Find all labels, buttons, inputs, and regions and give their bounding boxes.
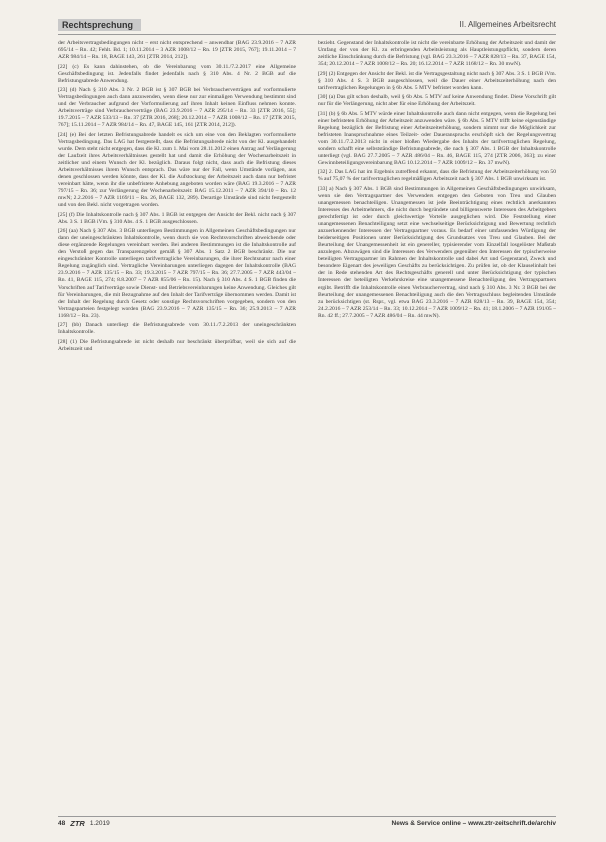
paragraph: [30] (a) Das gilt schon deshalb, weil § 6b Abs. 5 MTV auf keine Anwendung findet. Diese Vorschrift gilt nur für die Verlängerung, nicht aber für eine Erhöhung der Arbeitszeit. — [318, 94, 556, 108]
left-column — [58, 40, 296, 812]
paragraph: [31] (b) § 6b Abs. 5 MTV würde einer Inhaltskontrolle auch dann nicht entgegen, wenn die Regelung bei einer befristeten Erhöhung der Arbeitszeit anzuwenden wäre. § 6b Abs. 5 MTV trifft keine eigenständige Regelung bezüglich der Befristung einer Arbeitszeiterhöhung, sondern nimmt nur die Möglichkeit zur befristeten Inanspruchnahme eines Teilzeit- oder Daueranspruchs erschöpft sich der Regelungsvertrag vom 30.11./7.2.2013 nicht in einer bloßen Wiedergabe des Inhalts der tarifvertraglichen Regelung, sondern schafft eine selbstständige Befristungsabrede, die nach § 307 Abs. 1 BGB der Inhaltskontrolle unterliegt (vgl. BAG 27.7.2005 – 7 AZR 486/04 – Rn. 46, BAGE 115, 274 [ZTR 2006, 363]; zu einer Gewinnbeteiligungsvereinbarung BAG 10.12.2014 – 7 AZR 1009/12 – Rn. 37 mwN). — [318, 110, 556, 166]
paragraph: bezieht. Gegenstand der Inhaltskontrolle ist nicht die vereinbarte Erhöhung der Arbeitszeit und damit der Umfang der von der Kl. zu erbringenden Arbeitsleistung als Hauptleistungspflicht, sondern deren zeitliche Einschränkung durch die Befristung (vgl. BAG 23.3.2016 – 7 AZR 828/13 – Rn. 37, BAGE 154, 354; 20.12.2014 – 7 AZR 1008/12 – Rn. 20; 16.12.2014 – 7 AZR 1168/12 – Rn. 30 mwN). — [318, 40, 556, 68]
category-label: II. Allgemeines Arbeitsrecht — [459, 20, 556, 29]
website-link[interactable]: News & Service online – www.ztr-zeitschrift.de/archiv — [391, 819, 556, 827]
paragraph: [25] (f) Die Inhaltskontrolle nach § 307 Abs. 1 BGB ist entgegen der Ansicht der Bekl. nicht nach § 307 Abs. 3 S. 1 BGB iVm. § 310 Abs. 4 S. 1 BGB ausgeschlossen. — [58, 211, 296, 225]
paragraph: [33] a) Nach § 307 Abs. 1 BGB sind Bestimmungen in Allgemeinen Geschäftsbedingungen unwirksam, wenn sie den Vertragspartner des Verwenders entgegen den Geboten von Treu und Glauben unangemessen benachteiligen. Unangemessen ist jede Beeinträchtigung eines rechtlich anerkannten Interesses des Arbeitnehmers, die nicht durch begründete und billigenswerte Interessen des Arbeitgebers gerechtfertigt ist oder durch gleichwertige Vorteile ausgeglichen wird. Die Feststellung einer unangemessenen Benachteiligung setzt eine wechselseitige Berücksichtigung und Bewertung rechtlich anzuerkennender Interessen der Vertragspartner voraus. Es bedarf einer umfassenden Würdigung der beiderseitigen Positionen unter Berücksichtigung des Grundsatzes von Treu und Glauben. Bei der Beurteilung der Unangemessenheit ist ein genereller, typisierender vom Einzelfall losgelöster Maßstab anzulegen. Abzuwägen sind die Interessen des Verwenders gegenüber den Interessen der typischerweise beteiligten Vertragspartner im Rahmen der Inhaltskontrolle und dabei Art und Gegenstand, Zweck und besondere Eigenart des jeweiligen Geschäfts zu berücksichtigen. Zu prüfen ist, ob der Klauselinhalt bei der in Rede stehenden Art des Rechtsgeschäfts generell und unter Berücksichtigung der typischen Interessen der beteiligten Verkehrskreise eine unangemessene Benachteiligung des Vertragspartners ergibt. Betrifft die Inhaltskontrolle einen Verbrauchervertrag, sind nach § 310 Abs. 3 Nr. 3 BGB bei der Beurteilung der unangemessenen Benachteiligung auch die den Vertragsschluss begleitenden Umstände zu berücksichtigen (st. Rspr., vgl. etwa BAG 23.3.2016 – 7 AZR 828/13 – Rn. 39, BAGE 154, 354; 24.2.2016 – 7 AZR 253/14 – Rn. 33; 10.12.2014 – 7 AZR 1009/12 – Rn. 41; 18.1.2006 – 7 AZR 191/05 – Rn. 42 ff.; 27.7.2005 – 7 AZR 486/04 – Rn. 44 mwN). — [318, 185, 556, 319]
journal-logo: ZTR — [70, 818, 85, 828]
issue-number: 1.2019 — [89, 819, 110, 827]
section-label: Rechtsprechung — [58, 19, 141, 31]
paragraph: [24] (e) Bei der letzten Befristungsabrede handelt es sich um eine von den Beklagten vorformulierte Vertragsbedingung. Das LAG hat festgestellt, dass die Befristungsabrede nicht von der Kl. ausgehandelt wurde. Dem steht nicht entgegen, dass die Kl. zum 1. Mai vom 28.11.2012 einen Antrag auf Verlängerung der Laufzeit ihres Arbeitsverhältnisses gestellt hat und damit die Erhöhung der Wochenarbeitszeit in zeitlicher und einem Wunsch der Kl. bezüglich. Daraus folgt nicht, dass auch die Befristung dieses Arbeitsverhältnisses ihrem Wunsch entsprach. Das wäre nur der Fall, wenn Umstände vorlägen, aus denen geschlossen werden könnte, dass der Kl. die Aufstockung der Arbeitszeit auch dann nur befristet vereinbart hätte, wenn ihr die unbefristete Anhebung angeboten worden wäre (BAG 19.3.2016 – 7 AZR 797/15 – Rn. 36; zur Verlängerung der Wochenarbeitszeit: BAG 15.12.2011 – 7 AZR 394/10 – Rn. 12 mwN; 2.2.2016 – 7 AZR 1169/11 – Rn. 26, BAGE 132, 289). Derartige Umstände sind nicht festgestellt und von den Bekl. nicht vorgetragen worden. — [58, 131, 296, 209]
paragraph: [27] (bb) Danach unterliegt die Befristungsabrede vom 30.11./7.2.2013 der uneingeschränkten Inhaltskontrolle. — [58, 322, 296, 336]
paragraph: [26] (aa) Nach § 307 Abs. 3 BGB unterliegen Bestimmungen in Allgemeinen Geschäftsbedingungen nur dann der uneingeschränkten Inhaltskontrolle, wenn durch sie von Rechtsvorschriften abweichende oder diese ergänzende Regelungen vereinbart werden. Bei anderen Bestimmungen ist die Inhaltskontrolle auf den Verstoß gegen das Transparenzgebot gemäß § 307 Abs. 1 Satz 2 BGB beschränkt. Die nur eingeschränkter Kontrolle unterliegen tarifvertragliche Vereinbarungen, die ihrer Rechtsnatur nach einer Regelung zugänglich sind. Vertragliche Vereinbarungen unterliegen dagegen der Inhaltskontrolle (BAG 23.9.2016 – 7 AZR 135/15 – Rn. 33; 19.3.2015 – 7 AZR 797/15 – Rn. 36; 27.7.2005 – 7 AZR 443/04 – Rn. 41, BAGE 115, 274; 8.8.2007 – 7 AZR 855/06 – Rn. 15). Nach § 310 Abs. 4 S. 1 BGB finden die Vorschriften auf Tarifverträge sowie Dienst- und Betriebsvereinbarungen keine Anwendung. Gleiches gilt für Vereinbarungen, die mit Bezugnahme auf den Inhalt der Tarifverträge übernommen werden. Damit ist der Inhalt der Regelung durch Gesetz oder sonstige Rechtsvorschriften vorgegeben, sondern von den Vertragsparteien festgelegt worden (BAG 23.9.2016 – 7 AZR 135/15 – Rn. 36; 25.9.2013 – 7 AZR 1168/12 – Rn. 23). — [58, 228, 296, 319]
page-footer — [58, 816, 556, 829]
page-number: 48 — [58, 819, 66, 827]
paragraph: der Arbeitsvertragsbedingungen nicht – erst nicht entsprechend – anwendbar (BAG 23.9.2016 – 7 AZR 695/14 – Rn. 42; Fehlt. Bd. 1; 10.11.2014 – 3 AZR 1008/12 – Rn. 19 [ZTR 2015, 767]; 19.11.2014 – 7 AZR 984/14 – Rn. 18, BAGE 143, 261 [ZTR 2014, 212]). — [58, 40, 296, 61]
paragraph: [29] (2) Entgegen der Ansicht der Bekl. ist die Vertragsgestaltung nicht nach § 307 Abs. 3 S. 1 BGB iVm. § 310 Abs. 4 S. 3 BGB ausgeschlossen, weil die Dauer einer Arbeitszeiterhöhung nach den tarifvertraglichen Regelungen in § 6b Abs. 5 MTV befristet worden kann. — [318, 70, 556, 91]
paragraph: [32] 2. Das LAG hat im Ergebnis zutreffend erkannt, dass die Befristung der Arbeitszeiterhöhung von 50 % auf 75,07 % der tarifvertraglichen regelmäßigen Arbeitszeit nach § 307 Abs. 1 BGB unwirksam ist. — [318, 169, 556, 183]
page-header — [58, 17, 556, 35]
paragraph: [22] (c) Es kann dahinstehen, ob die Vereinbarung vom 30.11./7.2.2017 eine Allgemeine Geschäftsbedingung ist. Jedenfalls findet jedenfalls nach § 310 Abs. 4 Nr. 2 BGB auf die Befristungsabrede Anwendung. — [58, 63, 296, 84]
paragraph: [28] (1) Die Befristungsabrede ist nicht deshalb nur beschränkt überprüfbar, weil sie sich auf die Arbeitszeit und — [58, 338, 296, 352]
right-column — [318, 40, 556, 812]
paragraph: [23] (d) Nach § 310 Abs. 3 Nr. 2 BGB ist § 307 BGB bei Verbraucherverträgen auf vorformulierte Vertragsbedingungen auch dann anzuwenden, wenn diese nur zur einmaligen Verwendung bestimmt sind und der Verbraucher aufgrund der Vorformulierung auf ihren Inhalt keinen Einfluss nehmen konnte. Arbeitsverträge sind Verbraucherverträge (BAG 23.9.2016 – 7 AZR 295/14 – Rn. 33 [ZTR 2016, 55]; 19.7.2015 – 7 AZR 533/13 – Rn. 37 [ZTR 2016, 268]; 20.12.2014 – 7 AZR 1008/12 – Rn. 17 [ZTR 2015, 767]; 15.11.2014 – 7 AZR 984/14 – Rn. 47, BAGE 145, 161 [ZTR 2014, 212]). — [58, 87, 296, 129]
footer-issue-info — [58, 819, 110, 828]
